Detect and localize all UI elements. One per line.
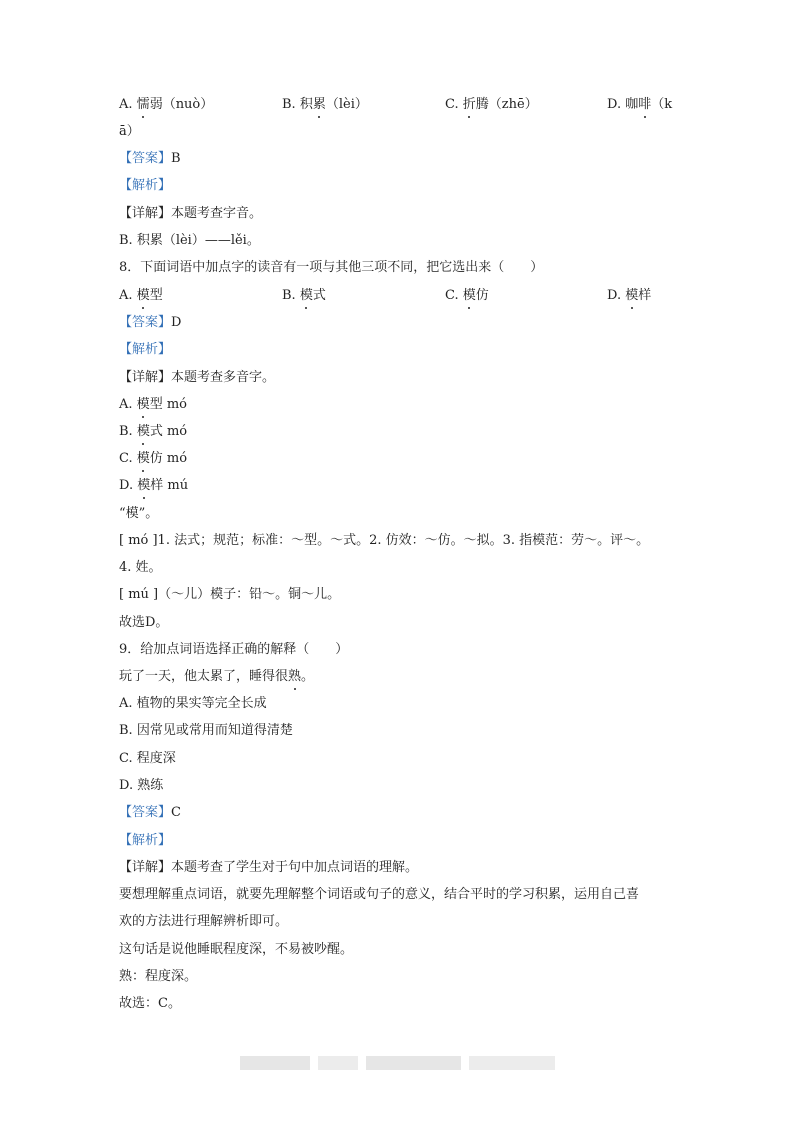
q9-option-a: A. 植物的果实等完全长成 [119, 696, 267, 711]
footer-block [366, 1056, 461, 1070]
q8-reading-c: C. 模仿 mó [119, 451, 188, 466]
q7-option-a: A. 懦弱（nuò） [119, 97, 214, 112]
q8-explanation-line: 4. 姓。 [119, 560, 162, 575]
q7-analysis-tag: 【解析】 [119, 178, 172, 193]
q9-conclusion: 故选：C。 [119, 996, 181, 1011]
q9-option-c: C. 程度深 [119, 751, 176, 766]
q7-options-row [119, 96, 679, 114]
q9-analysis-tag: 【解析】 [119, 833, 172, 848]
q8-options-row [119, 287, 679, 305]
q8-conclusion: 故选D。 [119, 615, 169, 630]
q9-explanation-line: 欢的方法进行理解辨析即可。 [119, 914, 289, 929]
q8-reading-b: B. 模式 mó [119, 424, 188, 439]
footer-block [318, 1056, 358, 1070]
q7-answer: 【答案】B [119, 151, 181, 166]
q8-explanation-line: [ mú ]（～儿）模子：铅～。铜～儿。 [119, 587, 341, 602]
q7-detail: 【详解】本题考查字音。 [119, 206, 263, 221]
q7-explanation-line: B. 积累（lèi）——lěi。 [119, 233, 260, 248]
q8-explanation-line: [ mó ]1. 法式；规范；标准：～型。～式。2. 仿效：～仿。～拟。3. 指模范：劳～。评～。 [119, 533, 650, 548]
q8-answer: 【答案】D [119, 315, 182, 330]
q9-detail: 【详解】本题考查了学生对于句中加点词语的理解。 [119, 860, 419, 875]
footer-block [240, 1056, 310, 1070]
q9-option-b: B. 因常见或常用而知道得清楚 [119, 723, 293, 738]
q8-reading-d: D. 模样 mú [119, 478, 189, 493]
q8-option-b: B. 模式 [282, 288, 326, 303]
q9-question: 9．给加点词语选择正确的解释（ ） [119, 642, 349, 657]
footer-block [469, 1056, 555, 1070]
q8-reading-a: A. 模型 mó [119, 397, 187, 412]
q9-option-d: D. 熟练 [119, 778, 164, 793]
q9-explanation-line: 这句话是说他睡眠程度深，不易被吵醒。 [119, 942, 354, 957]
q9-explanation-line: 熟：程度深。 [119, 969, 198, 984]
q8-detail: 【详解】本题考查多音字。 [119, 370, 276, 385]
q8-option-c: C. 模仿 [445, 288, 489, 303]
q8-analysis-tag: 【解析】 [119, 342, 172, 357]
q7-option-d: D. 咖啡（k [607, 97, 673, 112]
q8-option-d: D. 模样 [607, 288, 652, 303]
q8-option-a: A. 模型 [119, 288, 163, 303]
q9-answer: 【答案】C [119, 805, 181, 820]
q9-sentence: 玩了一天，他太累了，睡得很熟。 [119, 669, 315, 684]
footer-watermark [240, 1056, 555, 1070]
q7-option-c: C. 折腾（zhē） [445, 97, 538, 112]
q9-explanation-line: 要想理解重点词语，就要先理解整个词语或句子的意义，结合平时的学习积累，运用自己喜 [119, 887, 640, 902]
q8-question: 8．下面词语中加点字的读音有一项与其他三项不同，把它选出来（ ） [119, 260, 544, 275]
q8-explanation-line: “模”。 [119, 506, 159, 521]
q7-option-b: B. 积累（lèi） [282, 97, 368, 112]
q7-option-wrap: ā） [119, 124, 140, 139]
